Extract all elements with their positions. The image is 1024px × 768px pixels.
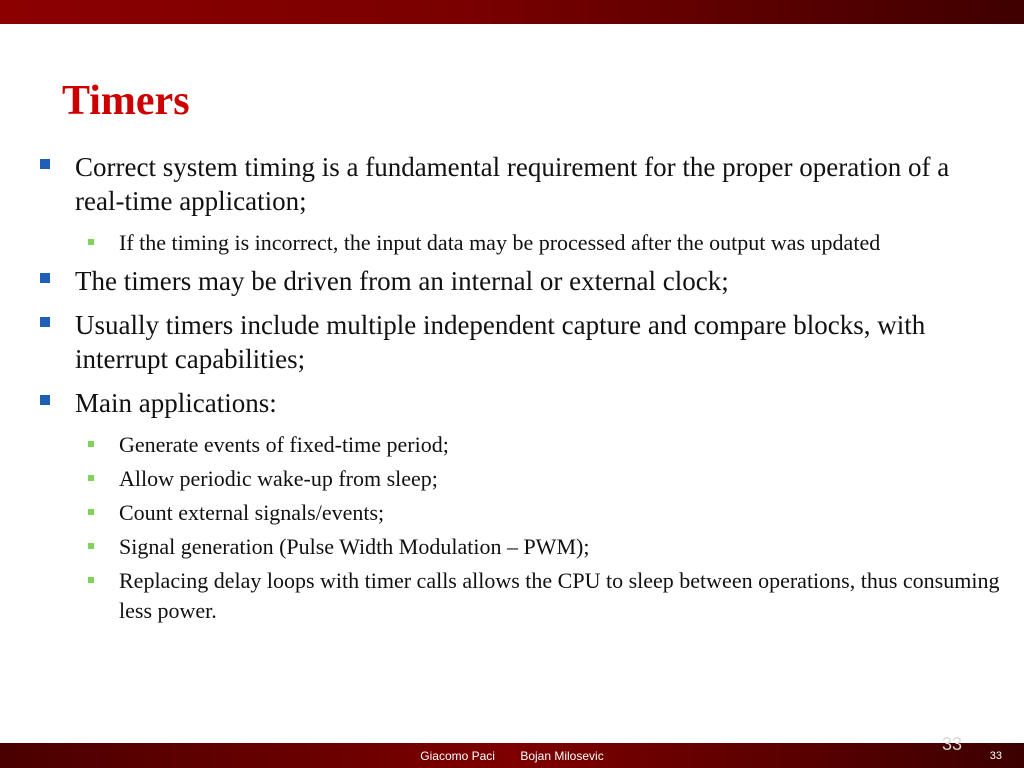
- bullet-text: Main applications:: [75, 388, 277, 418]
- bullet-item: [40, 150, 1000, 218]
- subbullet-item: [40, 430, 1000, 460]
- green-square-bullet-icon: [88, 475, 94, 481]
- green-square-bullet-icon: [88, 543, 94, 549]
- subbullet-text: Allow periodic wake-up from sleep;: [119, 466, 438, 491]
- green-square-bullet-icon: [88, 509, 94, 515]
- green-square-bullet-icon: [88, 441, 94, 447]
- bullet-text: The timers may be driven from an internal or external clock;: [75, 266, 729, 296]
- footer-author: Bojan Milosevic: [520, 749, 604, 763]
- bullet-text: Correct system timing is a fundamental requirement for the proper operation of a real-time application;: [75, 152, 950, 216]
- footer-page-number: 33: [989, 750, 1002, 762]
- subbullet-item: [40, 228, 1000, 258]
- subbullet-item: [40, 566, 1000, 626]
- bullet-item: [40, 264, 1000, 298]
- subbullet-text: Count external signals/events;: [119, 500, 385, 525]
- blue-square-bullet-icon: [40, 159, 50, 169]
- bullet-text: Usually timers include multiple independent capture and compare blocks, with interrupt capabilities;: [75, 310, 926, 374]
- bullet-item: [40, 308, 1000, 376]
- blue-square-bullet-icon: [40, 317, 50, 327]
- footer-author: Giacomo Paci: [420, 749, 495, 763]
- subbullet-text: Signal generation (Pulse Width Modulation – PWM);: [119, 534, 590, 559]
- header-bar: [0, 0, 1024, 24]
- subbullet-text: Replacing delay loops with timer calls allows the CPU to sleep between operations, thus consuming less power.: [119, 568, 1000, 623]
- green-square-bullet-icon: [88, 577, 94, 583]
- subbullet-item: [40, 498, 1000, 528]
- blue-square-bullet-icon: [40, 395, 50, 405]
- blue-square-bullet-icon: [40, 273, 50, 283]
- subbullet-item: [40, 464, 1000, 494]
- subbullet-item: [40, 532, 1000, 562]
- slide-title: Timers: [62, 78, 190, 124]
- subbullet-text: Generate events of fixed-time period;: [119, 432, 449, 457]
- slide-content: [40, 150, 1000, 630]
- footer-authors: [0, 749, 1024, 763]
- overlay-page-number: 33: [942, 734, 963, 754]
- bullet-item: [40, 386, 1000, 420]
- green-square-bullet-icon: [88, 239, 94, 245]
- subbullet-text: If the timing is incorrect, the input data may be processed after the output was updated: [119, 230, 881, 255]
